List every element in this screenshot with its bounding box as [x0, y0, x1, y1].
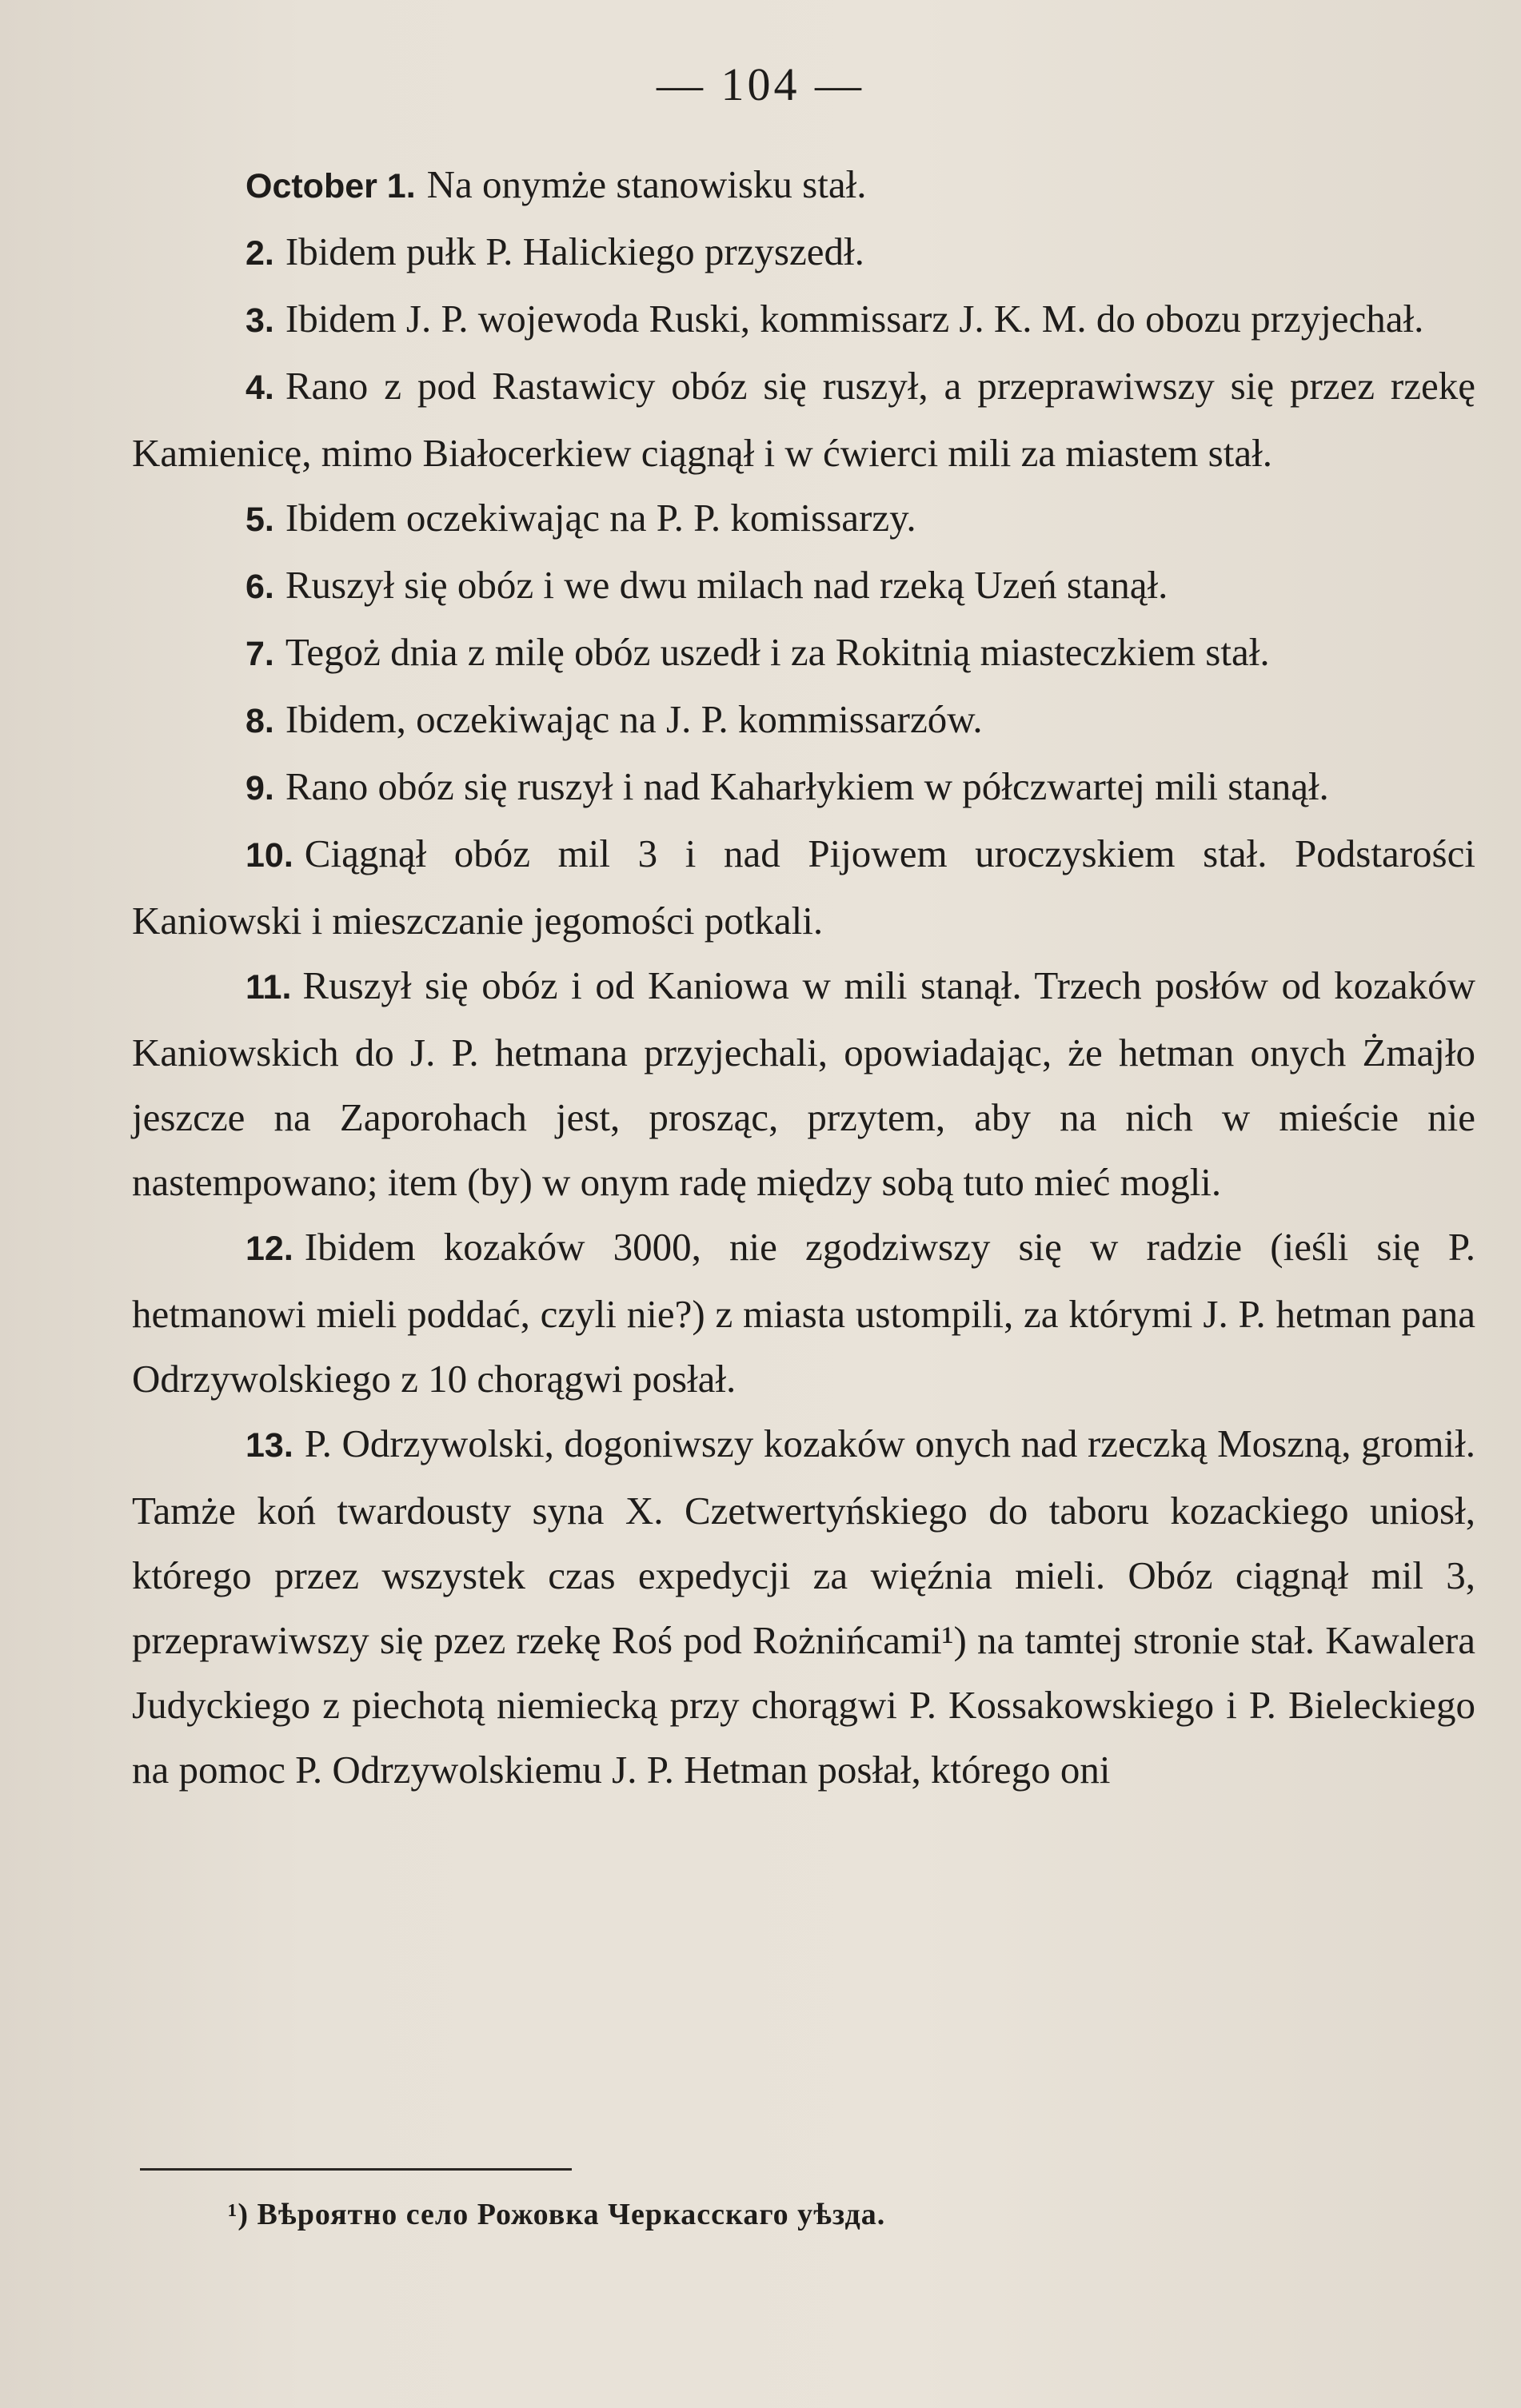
entry-date: 7. [246, 635, 274, 673]
footnote [228, 2197, 885, 2232]
entry-date: 8. [246, 702, 274, 740]
entry-date: 3. [246, 301, 274, 340]
entry-date: 10. [246, 836, 293, 875]
entry-text: P. Odrzywolski, dogoniwszy kozaków onych nad rzeczką Moszną, gromił. Tamże koń twardousty syna X. Czetwertyńskiego do taboru kozackiego uniosł, którego przez wszystek czas expedycji za więźnia mieli. Obóz ciągnął mil 3, przeprawiwszy się pzez rzekę Roś pod Rożnińcami¹) na tamtej stronie stał. Kawalera Judyckiego z piechotą niemiecką przy chorągwi P. Kossakowskiego i P. Bieleckiego na pomoc P. Odrzywolskiemu J. P. Hetman posłał, którego oni [132, 1421, 1475, 1792]
entry-text: Ruszył się obóz i we dwu milach nad rzeką Uzeń stanął. [285, 563, 1168, 607]
entry-date: October 1. [246, 167, 416, 205]
diary-entry [132, 552, 1475, 620]
entry-text: Ibidem oczekiwając na P. P. komissarzy. [285, 496, 916, 540]
diary-entry [132, 152, 1475, 219]
footnote-rule [140, 2168, 572, 2171]
entry-text: Ibidem J. P. wojewoda Ruski, kommissarz J. K. M. do obozu przyjechał. [285, 297, 1424, 341]
page-body [132, 152, 1475, 1802]
entry-text: Ruszył się obóz i od Kaniowa w mili stanął. Trzech posłów od kozaków Kaniowskich do J. P. hetmana przyjechali, opowiadając, że hetman onych Żmajło jeszcze na Zaporohach jest, prosząc, przytem, aby na nich w mieście nie nastempowano; item (by) w onym radę między sobą tuto mieć mogli. [132, 963, 1475, 1204]
entry-text: Rano obóz się ruszył i nad Kaharłykiem w półczwartej mili stanął. [285, 764, 1329, 808]
diary-entry [132, 219, 1475, 286]
diary-entry [132, 286, 1475, 353]
diary-entry [132, 754, 1475, 821]
entry-date: 12. [246, 1230, 293, 1268]
entry-text: Ciągnął obóz mil 3 i nad Pijowem uroczyskiem stał. Podstarości Kaniowski i mieszczanie jegomości potkali. [132, 831, 1475, 943]
diary-entry [132, 1411, 1475, 1802]
entry-date: 2. [246, 234, 274, 273]
entry-date: 6. [246, 568, 274, 606]
footnote-mark: ¹) [228, 2198, 250, 2231]
footnote-text: Вѣроятно село Рожовка Черкасскаго уѣзда. [257, 2198, 886, 2231]
entry-date: 13. [246, 1426, 293, 1465]
diary-entry [132, 953, 1475, 1214]
entry-text: Na onymże stanowisku stał. [426, 162, 867, 206]
entry-text: Ibidem kozaków 3000, nie zgodziwszy się w radzie (ieśli się P. hetmanowi mieli poddać, czyli nie?) z miasta ustompili, za którymi J. P. hetman pana Odrzywolskiego z 10 chorągwi posłał. [132, 1225, 1475, 1401]
diary-entry [132, 687, 1475, 754]
entry-date: 4. [246, 369, 274, 407]
entry-text: Ibidem pułk P. Halickiego przyszedł. [285, 229, 864, 273]
diary-entry [132, 821, 1475, 953]
diary-entry [132, 353, 1475, 485]
entry-date: 5. [246, 500, 274, 539]
entry-date: 9. [246, 769, 274, 807]
diary-entry [132, 620, 1475, 687]
page-number: — 104 — [657, 58, 864, 110]
entry-text: Rano z pod Rastawicy obóz się ruszył, a przeprawiwszy się przez rzekę Kamienicę, mimo Białocerkiew ciągnął i w ćwierci mili za miastem stał. [132, 364, 1475, 475]
entry-text: Tegoż dnia z milę obóz uszedł i za Rokitnią miasteczkiem stał. [285, 630, 1270, 674]
diary-entry [132, 485, 1475, 552]
entry-date: 11. [246, 968, 292, 1007]
diary-entry [132, 1214, 1475, 1411]
entry-text: Ibidem, oczekiwając na J. P. kommissarzów. [285, 697, 983, 741]
